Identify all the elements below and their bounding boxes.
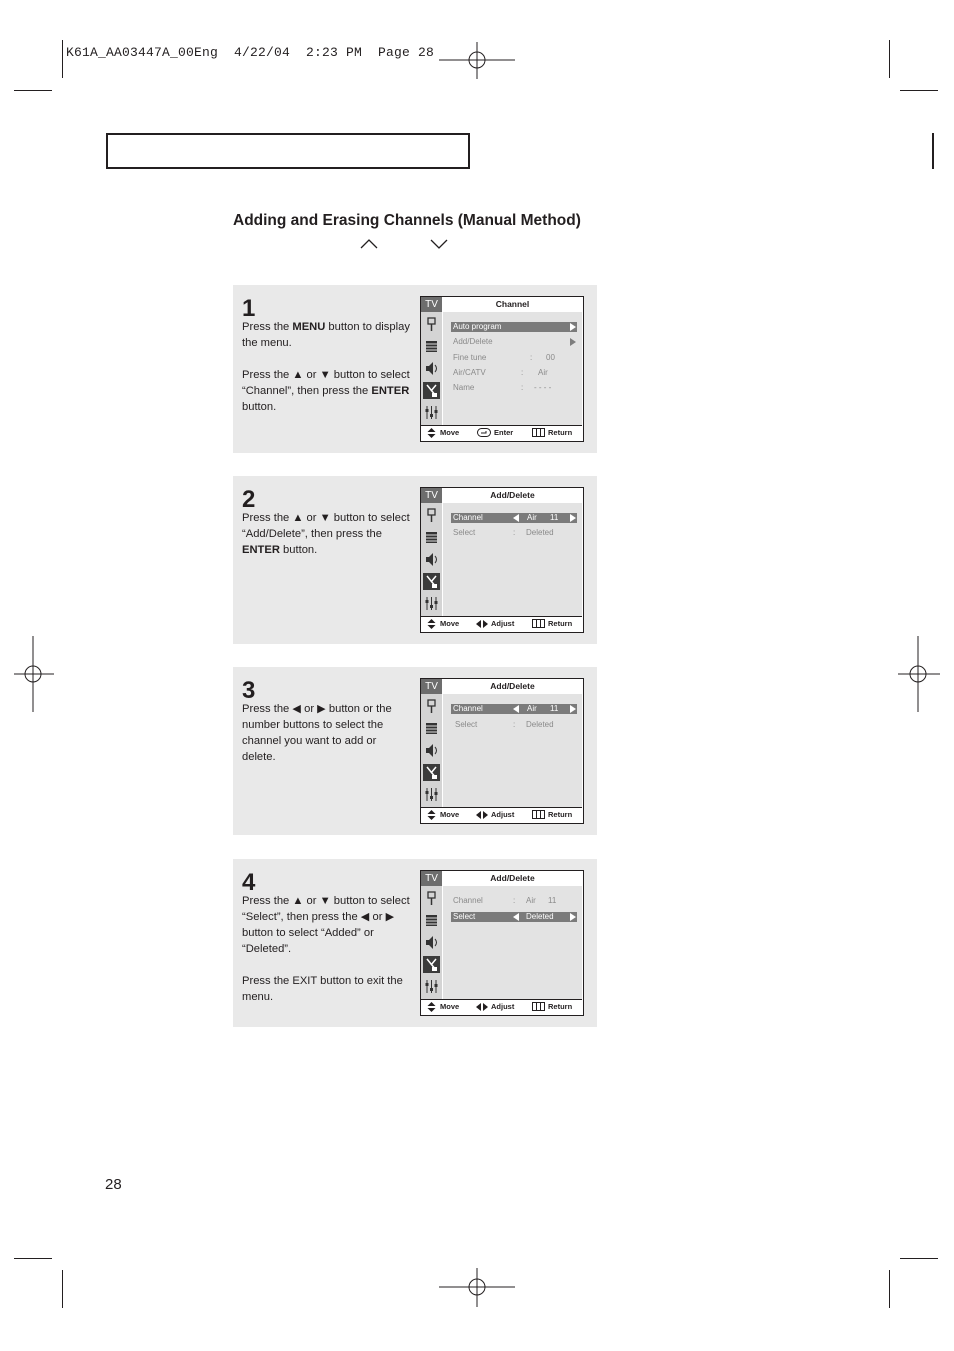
header-box (106, 133, 470, 169)
tv-label: TV (421, 297, 442, 312)
tv-input-icon (423, 890, 440, 907)
menu-body (443, 312, 582, 425)
tv-input-icon (423, 698, 440, 715)
tv-input-icon (423, 316, 440, 333)
registration-mark (898, 636, 940, 712)
menu-sidebar (421, 488, 442, 616)
enter-icon (477, 428, 491, 437)
step-2-panel (233, 476, 597, 644)
menu-title: Add/Delete (443, 679, 582, 694)
crop-mark (62, 1270, 63, 1308)
tv-menu-screen (420, 678, 584, 824)
picture-icon (423, 338, 440, 355)
tv-label: TV (421, 679, 442, 694)
menu-sidebar (421, 297, 442, 425)
move-icon (427, 810, 436, 820)
step-instructions: Press the ◀ or ▶ button or the number buttons to select the channel you want to add or delete. (242, 703, 392, 763)
crop-mark (889, 1270, 890, 1308)
move-icon (427, 428, 436, 438)
step-number: 4 (242, 869, 256, 896)
channel-icon (423, 956, 440, 973)
step-instructions: Press the ▲ or ▼ button to select “Add/Delete”, then press the ENTER button. (242, 512, 410, 556)
arrow-right-icon (570, 323, 576, 331)
return-icon (532, 1002, 545, 1011)
step-instructions: Press the ▲ or ▼ button to select “Select”, then press the ◀ or ▶ button to select “Added” or “Deleted”. Press the EXIT button to exit the menu. (242, 895, 410, 1003)
menu-sidebar (421, 679, 442, 807)
step-number: 2 (242, 486, 256, 513)
step-number: 1 (242, 295, 256, 322)
channel-icon (423, 573, 440, 590)
tv-label: TV (421, 488, 442, 503)
menu-item-add-delete[interactable]: Add/Delete (451, 337, 577, 347)
picture-icon (423, 720, 440, 737)
registration-mark (437, 1268, 517, 1308)
menu-footer: Move Adjust Return (421, 616, 582, 632)
page-number: 28 (105, 1176, 122, 1193)
step-number: 3 (242, 677, 256, 704)
step-4-panel (233, 859, 597, 1027)
menu-item-channel[interactable]: Channel Air 11 (451, 513, 577, 523)
tv-label: TV (421, 871, 442, 886)
setup-icon (423, 786, 440, 803)
menu-footer: Move Adjust Return (421, 807, 582, 823)
tv-input-icon (423, 507, 440, 524)
menu-item-select[interactable]: Select : Deleted (453, 528, 554, 537)
step-instructions: Press the MENU button to display the menu. Press the ▲ or ▼ button to select “Channel”, then press the ENTER button. (242, 321, 410, 413)
arrow-left-icon (513, 705, 519, 713)
picture-icon (423, 529, 440, 546)
return-icon (532, 619, 545, 628)
sound-icon (423, 551, 440, 568)
menu-item-air-catv[interactable]: Air/CATV : Air (453, 368, 548, 377)
sound-icon (423, 360, 440, 377)
tv-menu-screen (420, 487, 584, 633)
menu-item-select[interactable]: Select Deleted (451, 912, 577, 922)
arrow-right-icon (570, 705, 576, 713)
menu-item-channel[interactable]: Channel Air 11 (451, 704, 577, 714)
sound-icon (423, 934, 440, 951)
setup-icon (423, 978, 440, 995)
crop-mark (900, 90, 938, 91)
adjust-icon (476, 1003, 488, 1011)
menu-item-channel[interactable]: Channel : Air 11 (453, 896, 557, 905)
setup-icon (423, 595, 440, 612)
return-icon (532, 810, 545, 819)
arrow-right-icon (570, 514, 576, 522)
menu-item-select[interactable]: Select : Deleted (455, 720, 554, 729)
menu-item-name[interactable]: Name : - - - - (453, 383, 552, 392)
channel-icon (423, 382, 440, 399)
move-icon (427, 619, 436, 629)
setup-icon (423, 404, 440, 421)
chevron-up-icon (359, 236, 379, 250)
menu-body (443, 503, 582, 616)
picture-icon (423, 912, 440, 929)
menu-title: Add/Delete (443, 488, 582, 503)
registration-mark (437, 42, 517, 80)
menu-item-auto-program[interactable]: Auto program (451, 322, 577, 332)
menu-title: Channel (443, 297, 582, 312)
menu-footer: Move Enter Return (421, 425, 582, 441)
arrow-left-icon (513, 514, 519, 522)
chevron-down-icon (429, 236, 449, 250)
arrow-right-icon (570, 338, 576, 346)
step-3-panel (233, 667, 597, 835)
menu-body (443, 694, 582, 807)
channel-icon (423, 764, 440, 781)
arrow-right-icon (570, 913, 576, 921)
adjust-icon (476, 620, 488, 628)
crop-mark (900, 1258, 938, 1259)
menu-sidebar (421, 871, 442, 999)
crop-mark (62, 40, 63, 78)
crop-mark (932, 133, 934, 169)
page-title: Adding and Erasing Channels (Manual Method) (233, 212, 581, 229)
menu-title: Add/Delete (443, 871, 582, 886)
menu-body (443, 886, 582, 999)
step-1-panel (233, 285, 597, 453)
arrow-left-icon (513, 913, 519, 921)
crop-mark (14, 90, 52, 91)
menu-item-fine-tune[interactable]: Fine tune : 00 (453, 353, 555, 362)
move-icon (427, 1002, 436, 1012)
sound-icon (423, 742, 440, 759)
tv-menu-screen (420, 296, 584, 442)
menu-footer: Move Adjust Return (421, 999, 582, 1015)
crop-mark (889, 40, 890, 78)
crop-mark (14, 1258, 52, 1259)
registration-mark (14, 636, 54, 712)
tv-menu-screen (420, 870, 584, 1016)
print-slug: K61A_AA03447A_00Eng 4/22/04 2:23 PM Page 28 (66, 45, 435, 60)
return-icon (532, 428, 545, 437)
adjust-icon (476, 811, 488, 819)
